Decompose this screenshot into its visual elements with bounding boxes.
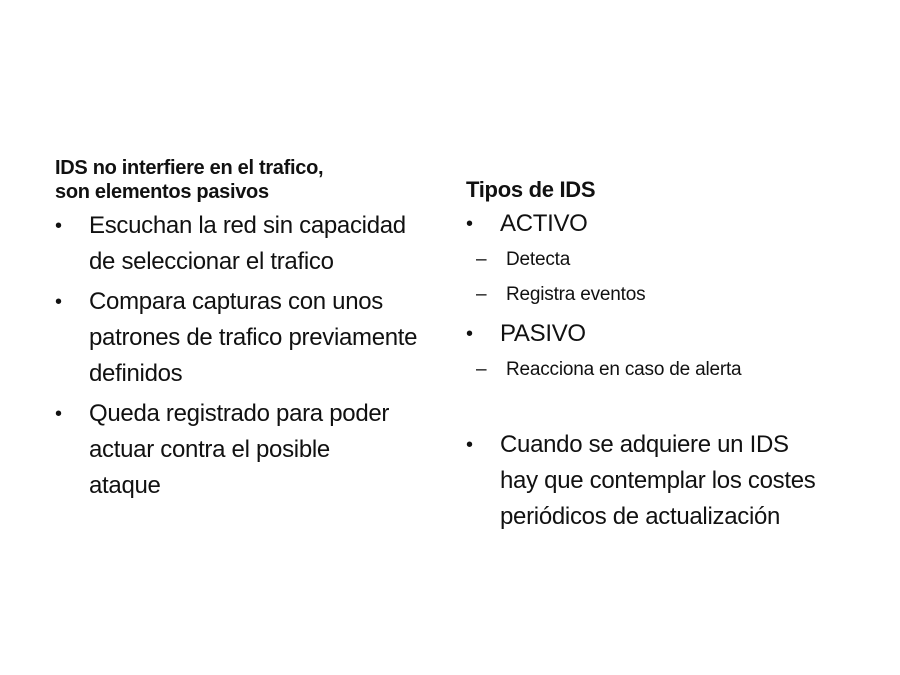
right-column — [466, 156, 866, 535]
list-item — [466, 206, 866, 312]
left-heading — [55, 156, 445, 204]
left-column — [55, 156, 445, 504]
right-heading: Tipos de IDS — [466, 177, 596, 202]
bullet-icon: • — [466, 323, 473, 345]
left-heading-line2: son elementos pasivos — [55, 181, 269, 203]
sub-text: Registra eventos — [506, 284, 646, 305]
sub-list-item — [466, 277, 866, 312]
sub-text: Reacciona en caso de alerta — [506, 359, 742, 380]
left-bullet-list — [55, 208, 445, 504]
dash-icon: – — [476, 359, 487, 380]
right-bullet-list — [466, 206, 866, 535]
bullet-text: Queda registrado para poder actuar contra el posible ataque — [89, 400, 390, 499]
list-item — [55, 208, 419, 280]
sub-list-item — [466, 242, 866, 277]
bullet-text: PASIVO — [500, 320, 586, 347]
list-item — [466, 316, 866, 387]
bullet-icon: • — [466, 213, 473, 235]
list-item — [55, 284, 434, 392]
sub-text: Detecta — [506, 249, 571, 270]
list-item — [466, 427, 830, 535]
bullet-text: Cuando se adquiere un IDS hay que contemplar los costes periódicos de actualización — [500, 431, 816, 530]
sub-list-item — [466, 352, 866, 387]
bullet-icon: • — [466, 434, 473, 456]
bullet-text: Escuchan la red sin capacidad de seleccionar el trafico — [89, 212, 406, 275]
bullet-text: ACTIVO — [500, 210, 588, 237]
bullet-text: Compara capturas con unos patrones de trafico previamente definidos — [89, 288, 418, 387]
dash-icon: – — [476, 284, 487, 305]
dash-icon: – — [476, 249, 487, 270]
sub-list — [466, 242, 866, 312]
bullet-icon: • — [55, 215, 62, 237]
bullet-icon: • — [55, 403, 62, 425]
left-heading-line1: IDS no interfiere en el trafico, — [55, 157, 324, 179]
list-item — [55, 396, 399, 504]
bullet-icon: • — [55, 291, 62, 313]
sub-list — [466, 352, 866, 387]
